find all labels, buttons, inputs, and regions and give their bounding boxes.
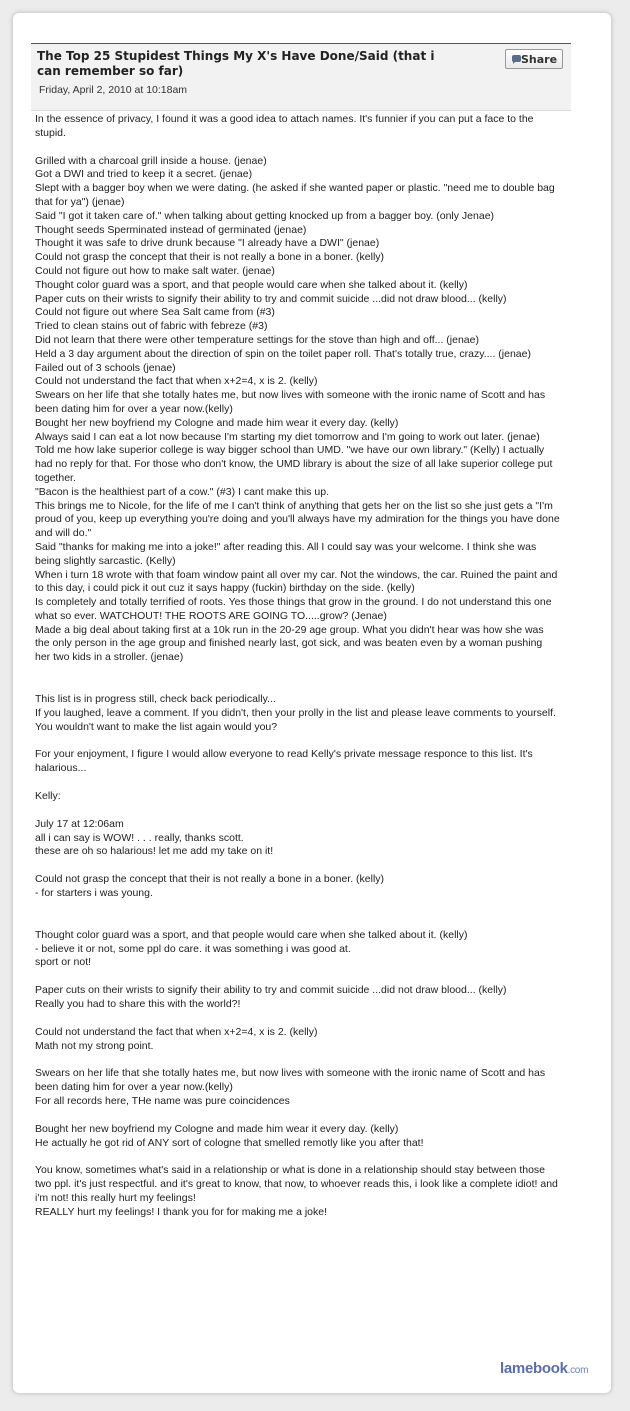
response-reply: For all records here, THe name was pure coincidences — [35, 1095, 290, 1108]
list-item: Paper cuts on their wrists to signify their ability to try and commit suicide ...did not draw blood... (kelly) — [35, 292, 507, 305]
reply-header-line: July 17 at 12:06am — [35, 817, 124, 830]
stupid-list — [35, 155, 560, 665]
list-item: Bought her new boyfriend my Cologne and made him wear it every day. (kelly) — [35, 416, 399, 429]
list-item: "Bacon is the healthiest part of a cow." (#3) I cant make this up. — [35, 485, 330, 498]
list-item: Tried to clean stains out of fabric with febreze (#3) — [35, 320, 268, 333]
list-item: Got a DWI and tried to keep it a secret. (jenae) — [35, 168, 253, 181]
list-item: Grilled with a charcoal grill inside a house. (jenae) — [35, 154, 267, 167]
share-button[interactable] — [505, 49, 563, 69]
note-date: Friday, April 2, 2010 at 10:18am — [39, 84, 188, 96]
lamebook-watermark — [500, 1360, 588, 1377]
kelly-label: Kelly: — [35, 790, 61, 803]
list-item: Said "I got it taken care of." when talking about getting knocked up from a bagger boy. (only Jenae) — [35, 209, 495, 222]
list-item: Did not learn that there were other temperature settings for the stove than high and off... (jenae) — [35, 333, 479, 346]
list-item: Could not understand the fact that when x+2=4, x is 2. (kelly) — [35, 375, 318, 388]
share-icon — [512, 55, 521, 62]
response-reply: - for starters i was young. — [35, 887, 153, 900]
list-item: Made a big deal about taking first at a 10k run in the 20-29 age group. What you didn't hear was how she was the only person in the age group and finished nearly last, got sick, and was beaten even by a woman pushing her two kids in a stroller. (jenae) — [35, 623, 544, 664]
list-item: Told me how lake superior college is way bigger school than UMD. "we have our own library." (Kelly) I actually had no reply for that. For those who don't know, the UMD library is about the size of all lake superior college put together. — [35, 444, 553, 484]
response-quote: Paper cuts on their wrists to signify their ability to try and commit suicide ...did not draw blood... (kelly) — [35, 984, 507, 997]
list-item: Failed out of 3 schools (jenae) — [35, 361, 176, 374]
intro-paragraph: In the essence of privacy, I found it was a good idea to attach names. It's funnier if you can put a face to the stupid. — [35, 113, 534, 139]
list-item: Thought seeds Sperminated instead of germinated (jenae) — [35, 223, 307, 236]
list-item: Slept with a bagger boy when we were dating. (he asked if she wanted paper or plastic. "need me to double bag that for ya") (jenae) — [35, 182, 555, 208]
response-quote: Swears on her life that she totally hates me, but now lives with someone with the ironic name of Scott and has been dating him for over a year now.(kelly) — [35, 1067, 546, 1094]
list-item: Always said I can eat a lot now because I'm starting my diet tomorrow and I'm going to work out later. (jenae) — [35, 430, 540, 443]
response-quote: Bought her new boyfriend my Cologne and made him wear it every day. (kelly) — [35, 1122, 399, 1135]
list-item: Thought color guard was a sport, and that people would care when she talked about it. (kelly) — [35, 278, 468, 291]
list-item: Held a 3 day argument about the direction of spin on the toilet paper roll. That's totally true, crazy.... (jenae) — [35, 347, 531, 360]
list-item: Could not grasp the concept that their is not really a bone in a boner. (kelly) — [35, 251, 385, 264]
enjoyment-paragraph: For your enjoyment, I figure I would allow everyone to read Kelly's private message responce to this list. It's halarious... — [35, 748, 533, 775]
list-item: Could not figure out where Sea Salt came from (#3) — [35, 306, 275, 319]
list-item: Swears on her life that she totally hates me, but now lives with someone with the ironic name of Scott and has been dating him for over a year now.(kelly) — [35, 389, 546, 415]
response-reply: Math not my strong point. — [35, 1039, 154, 1052]
list-item: Said "thanks for making me into a joke!" after reading this. All I could say was your welcome. I think she was being slightly sarcastic. (Kelly) — [35, 540, 537, 567]
list-item: This brings me to Nicole, for the life of me I can't think of anything that gets her on the list so she just gets a "I'm proud of you, keep up everything you're doing and you'll always have my admiration for the things you have done and will do." — [35, 499, 560, 540]
reply-header-line: these are oh so halarious! let me add my take on it! — [35, 845, 274, 858]
response-quote: Thought color guard was a sport, and that people would care when she talked about it. (kelly) — [35, 928, 468, 941]
progress-line: This list is in progress still, check back periodically... — [35, 693, 276, 706]
response-reply: He actually he got rid of ANY sort of cologne that smelled remotly like you after that! — [35, 1136, 424, 1149]
list-item: Could not figure out how to make salt water. (jenae) — [35, 264, 275, 277]
response-reply: Really you had to share this with the world?! — [35, 998, 241, 1011]
reply-header-line: all i can say is WOW! . . . really, thanks scott. — [35, 831, 244, 844]
watermark-brand: lamebook — [500, 1360, 568, 1377]
list-item: Is completely and totally terrified of roots. Yes those things that grow in the ground. I do not understand this one what so ever. WATCHOUT! THE ROOTS ARE GOING TO.....grow? (Jenae) — [35, 596, 552, 622]
response-quote: Could not grasp the concept that their is not really a bone in a boner. (kelly) — [35, 873, 385, 886]
closing-paragraph: You know, sometimes what's said in a relationship or what is done in a relationship should stay between those two ppl. it's just respectful. and it's great to know, that now, to whoever reads this, i look like a complete idiot! and i'm not! this really hurt my feelings! REALLY hurt my feelings! I thank you for for making me a joke! — [35, 1164, 558, 1218]
response-reply: - believe it or not, some ppl do care. it was something i was good at. sport or not! — [35, 942, 351, 969]
note-body — [35, 113, 560, 1220]
list-item: When i turn 18 wrote with that foam window paint all over my car. Not the windows, the car. Ruined the paint and to this day, i could pick it out cuz it says happy (fuckin) birthday on the side. (kelly) — [35, 568, 558, 595]
list-item: Thought it was safe to drive drunk because "I already have a DWI" (jenae) — [35, 237, 380, 250]
note-header — [31, 43, 571, 111]
response-quote: Could not understand the fact that when x+2=4, x is 2. (kelly) — [35, 1025, 318, 1038]
watermark-tld: .com — [567, 1365, 589, 1376]
progress-line: If you laughed, leave a comment. If you didn't, then your prolly in the list and please leave comments to yourself. You wouldn't want to make the list again would you? — [35, 706, 556, 733]
note-title: The Top 25 Stupidest Things My X's Have Done/Said (that i can remember so far) — [37, 49, 435, 78]
share-button-label: Share — [520, 53, 558, 66]
